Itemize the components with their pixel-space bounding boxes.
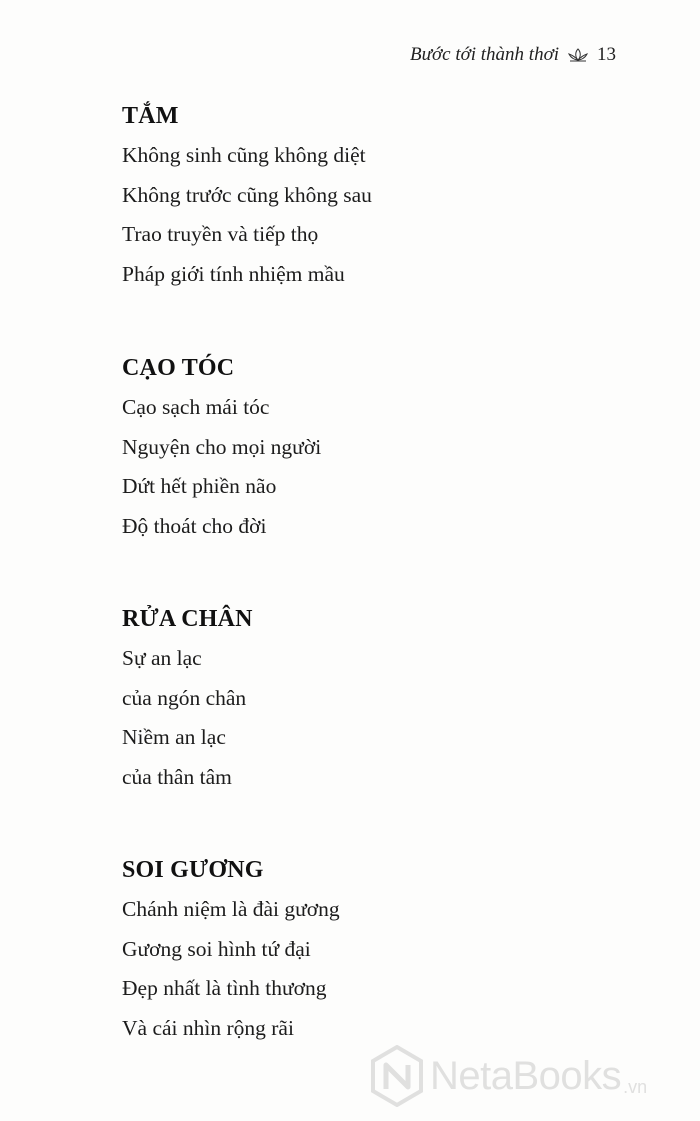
poem-mirror (122, 857, 340, 1048)
page-number: 13 (597, 44, 616, 65)
poem-line: Gương soi hình tứ đại (122, 936, 311, 961)
poem-line: Đẹp nhất là tình thương (122, 976, 327, 1000)
poem-title: TẮM (122, 103, 179, 129)
poem-line: Độ thoát cho đời (122, 513, 267, 538)
poem-title: RỬA CHÂN (122, 606, 253, 632)
lotus-icon (567, 48, 589, 62)
poem-line: Dứt hết phiền não (122, 474, 277, 498)
poem-line: Không sinh cũng không diệt (122, 143, 366, 167)
poem-line: Sự an lạc (122, 646, 202, 670)
poem-line: Nguyện cho mọi người (122, 434, 322, 459)
poem-line: Niềm an lạc (122, 725, 226, 749)
poem-line: Trao truyền và tiếp thọ (122, 222, 319, 246)
poem-shaving-head (122, 355, 321, 546)
poem-washing-feet (122, 606, 253, 797)
poem-line: Cạo sạch mái tóc (122, 395, 270, 419)
watermark-brand: NetaBooks (430, 1053, 622, 1098)
watermark (370, 1045, 647, 1107)
poem-bathing (122, 103, 372, 294)
poem-line: Pháp giới tính nhiệm mầu (122, 261, 345, 286)
netabooks-logo-icon (370, 1045, 424, 1107)
watermark-suffix: .vn (623, 1077, 648, 1097)
poem-line: của thân tâm (122, 764, 232, 789)
poem-title: SOI GƯƠNG (122, 857, 264, 883)
poem-title: CẠO TÓC (122, 355, 235, 381)
poem-line: của ngón chân (122, 685, 247, 710)
poem-line: Và cái nhìn rộng rãi (122, 1015, 294, 1040)
running-header-title: Bước tới thành thơi (410, 44, 559, 65)
poem-line: Không trước cũng không sau (122, 182, 372, 207)
running-header (410, 44, 616, 66)
poem-line: Chánh niệm là đài gương (122, 897, 340, 921)
